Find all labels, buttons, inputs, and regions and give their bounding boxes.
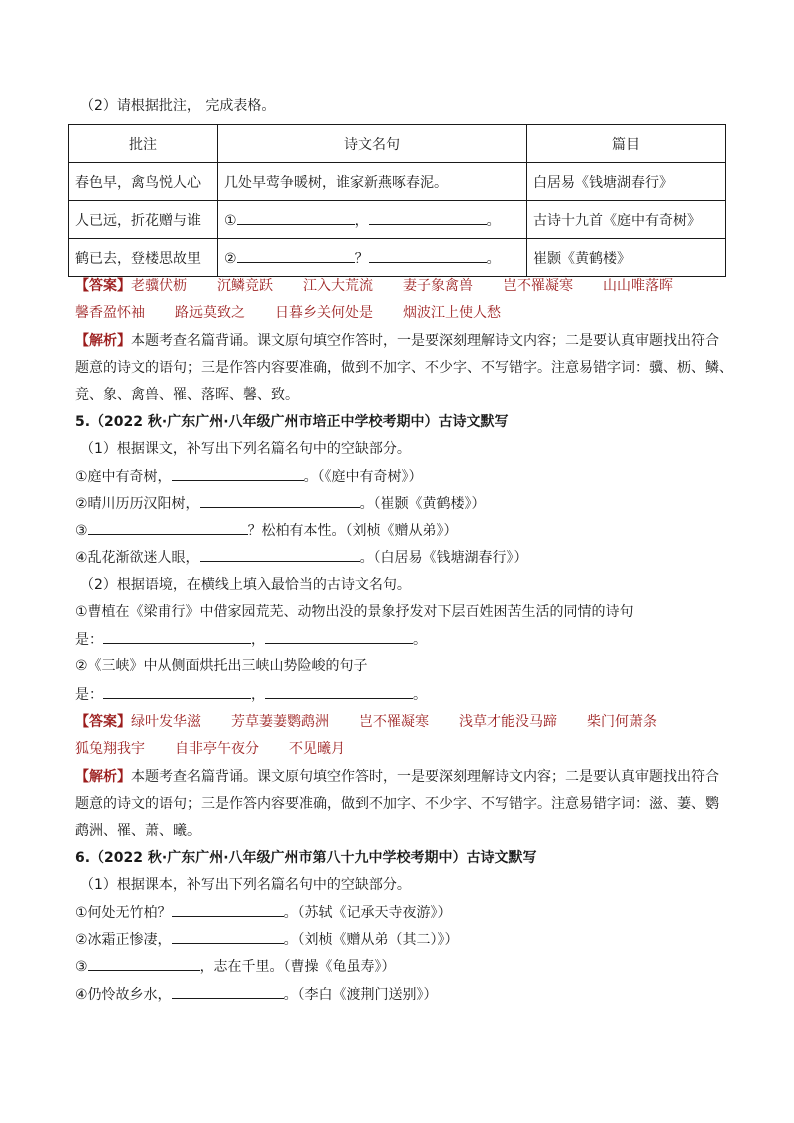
answer-item: 路远莫致之 (175, 305, 245, 321)
answer-label: 【答案】 (75, 278, 131, 294)
table-header-cell: 批注 (69, 125, 218, 163)
item-text: ④乱花渐欲迷人眼， (75, 550, 200, 566)
table-cell-source: 白居易《钱塘湖春行》 (527, 163, 726, 201)
end-mark: 。 (486, 212, 501, 229)
answer-blank[interactable] (88, 520, 248, 535)
answer-blank[interactable] (265, 684, 413, 699)
item-text: 是： (75, 687, 103, 703)
answer-item: 柴门何萧条 (587, 714, 657, 730)
answer-item: 狐兔翔我宇 (75, 741, 145, 757)
table-row (69, 239, 726, 277)
table-row (69, 163, 726, 201)
q5-context-2-answer (75, 684, 427, 704)
q5-context-1: ①曹植在《梁甫行》中借家园荒芜、动物出没的景象抒发对下层百姓困苦生活的同情的诗句 (75, 604, 634, 620)
q5-context-1-answer (75, 629, 427, 649)
q6-part1-prompt: （1）根据课本，补写出下列名篇名句中的空缺部分。 (80, 877, 411, 893)
question-5-title: 5.（2022 秋·广东广州·八年级广州市培正中学校考期中）古诗文默写 (75, 414, 509, 430)
answer-item: 馨香盈怀袖 (75, 305, 145, 321)
answer-blank[interactable] (88, 956, 200, 971)
item-text: ③ (75, 959, 88, 975)
item-text: 是： (75, 632, 103, 648)
table-cell-line: 几处早莺争暖树，谁家新燕啄春泥。 (218, 163, 527, 201)
answer-blank[interactable] (103, 629, 251, 644)
item-text: ②冰霜正惨凄， (75, 932, 172, 948)
answer-item: 沉鳞竞跃 (217, 278, 273, 294)
q5-context-2: ②《三峡》中从侧面烘托出三峡山势险峻的句子 (75, 658, 368, 674)
analysis-text: 鹉洲、罹、萧、曦。 (75, 823, 201, 839)
answer-blank[interactable] (172, 466, 304, 481)
end-mark: 。 (413, 687, 427, 703)
answer-item: 江入大荒流 (303, 278, 373, 294)
item-text: 。（崔颢《黄鹤楼》） (359, 496, 486, 512)
answer-blank[interactable] (200, 493, 360, 508)
analysis-text: 竞、象、禽兽、罹、落晖、馨、致。 (75, 387, 299, 403)
item-text: ，志在千里。（曹操《龟虽寿》） (199, 959, 396, 975)
q4-part2-prompt: （2）请根据批注， 完成表格。 (80, 98, 276, 114)
analysis-text: 本题考查名篇背诵。课文原句填空作答时，一是要深刻理解诗文内容；二是要认真审题找出符合 (131, 769, 719, 785)
q5-item-1 (75, 466, 423, 486)
separator: ， (251, 687, 265, 703)
annotation-table (68, 124, 726, 277)
table-cell-line (218, 201, 527, 239)
q5-part1-prompt: （1）根据课文，补写出下列名篇名句中的空缺部分。 (80, 441, 411, 457)
answer-item: 不见曦月 (289, 741, 345, 757)
answer-block-2-cont (75, 739, 375, 759)
answer-item: 老骥伏枥 (131, 278, 187, 294)
analysis-text: 题意的诗文的语句；三是作答内容要准确，做到不加字、不少字、不写错字。注意易错字词：骥、枥、鳞、 (75, 360, 733, 376)
answer-blank[interactable] (103, 684, 251, 699)
q5-item-2 (75, 493, 486, 513)
table-header-row (69, 125, 726, 163)
item-text: 。（《庭中有奇树》） (303, 469, 423, 485)
answer-item: 岂不罹凝寒 (503, 278, 573, 294)
question-6-title: 6.（2022 秋·广东广州·八年级广州市第八十九中学校考期中）古诗文默写 (75, 850, 537, 866)
answer-item: 浅草才能没马蹄 (459, 714, 557, 730)
table-cell-source: 崔颢《黄鹤楼》 (527, 239, 726, 277)
item-text: 。（李白《渡荆门送别》） (283, 987, 438, 1003)
table-cell-source: 古诗十九首《庭中有奇树》 (527, 201, 726, 239)
analysis-block-2 (75, 767, 719, 787)
separator: ？ (354, 250, 369, 267)
answer-blank[interactable] (172, 929, 284, 944)
table-header-cell: 篇目 (527, 125, 726, 163)
item-text: ①何处无竹柏？ (75, 905, 172, 921)
table-cell-note: 春色早，禽鸟悦人心 (69, 163, 218, 201)
table-cell-note: 人已远，折花赠与谁 (69, 201, 218, 239)
table-row (69, 201, 726, 239)
answer-blank[interactable] (172, 902, 284, 917)
answer-item: 日暮乡关何处是 (275, 305, 373, 321)
q6-item-4 (75, 984, 438, 1004)
answer-item: 芳草萋萋鹦鹉洲 (231, 714, 329, 730)
answer-blank[interactable] (369, 210, 487, 225)
item-text: 。（刘桢《赠从弟（其二）》） (283, 932, 459, 948)
answer-block-1 (75, 276, 703, 296)
end-mark: 。 (486, 250, 501, 267)
separator: ， (354, 212, 369, 229)
q5-item-4 (75, 547, 528, 567)
analysis-block-1 (75, 331, 719, 351)
marker: ① (224, 212, 237, 229)
answer-item: 山山唯落晖 (603, 278, 673, 294)
analysis-label: 【解析】 (75, 769, 131, 785)
separator: ， (251, 632, 265, 648)
item-text: ③ (75, 523, 88, 539)
item-text: ①庭中有奇树， (75, 469, 172, 485)
q6-item-3 (75, 956, 396, 976)
answer-item: 妻子象禽兽 (403, 278, 473, 294)
table-cell-note: 鹤已去，登楼思故里 (69, 239, 218, 277)
answer-blank[interactable] (237, 248, 355, 263)
q5-part2-prompt: （2）根据语境，在横线上填入最恰当的古诗文名句。 (80, 577, 411, 593)
end-mark: 。 (413, 632, 427, 648)
analysis-label: 【解析】 (75, 333, 131, 349)
answer-item: 岂不罹凝寒 (359, 714, 429, 730)
table-cell-line (218, 239, 527, 277)
analysis-text: 本题考查名篇背诵。课文原句填空作答时，一是要深刻理解诗文内容；二是要认真审题找出符合 (131, 333, 719, 349)
answer-blank[interactable] (369, 248, 487, 263)
item-text: ②晴川历历汉阳树， (75, 496, 200, 512)
answer-blank[interactable] (237, 210, 355, 225)
answer-block-1-cont (75, 303, 531, 323)
answer-label: 【答案】 (75, 714, 131, 730)
item-text: ④仍怜故乡水， (75, 987, 172, 1003)
q6-item-2 (75, 929, 459, 949)
q5-item-3 (75, 520, 458, 540)
answer-blank[interactable] (265, 629, 413, 644)
analysis-text: 题意的诗文的语句；三是作答内容要准确，做到不加字、不少字、不写错字。注意易错字词：滋、萋、鹦 (75, 796, 719, 812)
item-text: 。（白居易《钱塘湖春行》） (359, 550, 528, 566)
answer-block-2 (75, 712, 687, 732)
answer-blank[interactable] (172, 984, 284, 999)
item-text: ？松柏有本性。（刘桢《赠从弟》） (247, 523, 458, 539)
answer-item: 烟波江上使人愁 (403, 305, 501, 321)
answer-item: 自非亭午夜分 (175, 741, 259, 757)
answer-item: 绿叶发华滋 (131, 714, 201, 730)
item-text: 。（苏轼《记承天寺夜游》） (283, 905, 452, 921)
q6-item-1 (75, 902, 452, 922)
answer-blank[interactable] (200, 547, 360, 562)
marker: ② (224, 250, 237, 267)
table-header-cell: 诗文名句 (218, 125, 527, 163)
